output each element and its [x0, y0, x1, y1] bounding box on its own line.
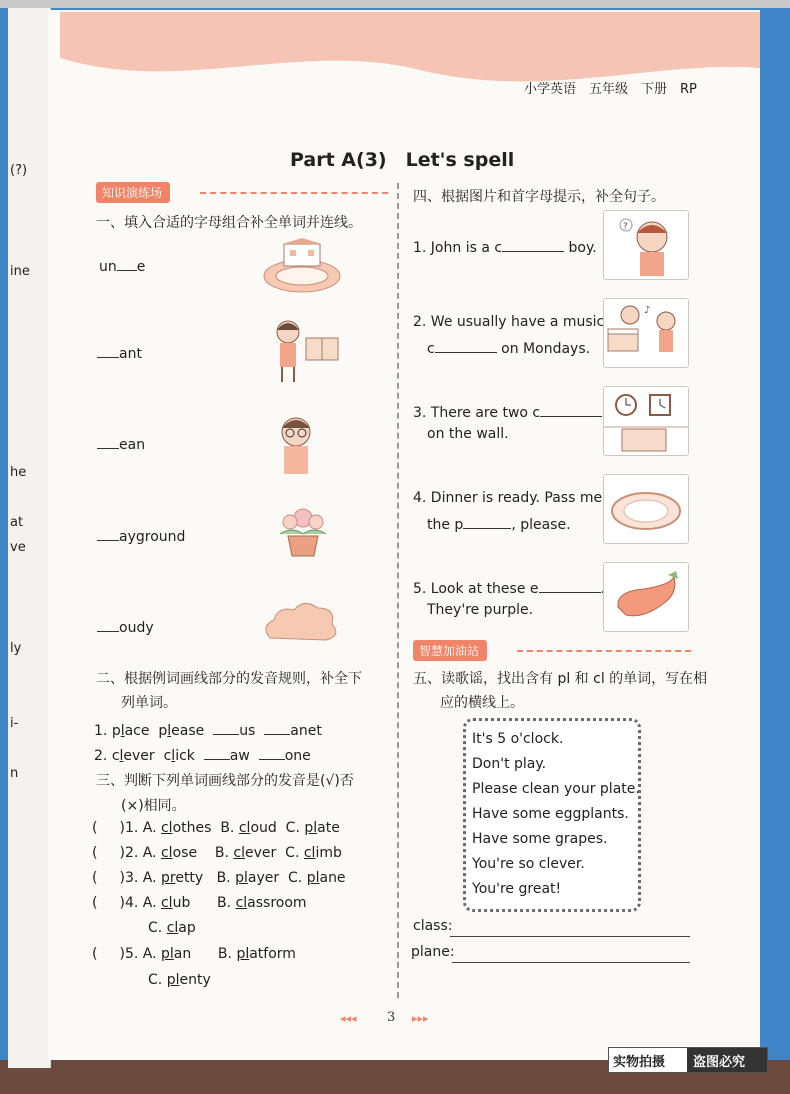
- word-part: ose: [172, 845, 198, 861]
- plate-picture: [603, 474, 689, 544]
- word-part: ick: [175, 748, 195, 764]
- q4-item-line1: [413, 578, 605, 597]
- prev-fragment: n: [10, 766, 19, 781]
- q1-word-part: ean: [119, 437, 146, 453]
- q1-item: [97, 526, 185, 545]
- option-b-label: B.: [217, 895, 236, 911]
- word-part: ate: [317, 820, 340, 836]
- item-number: 2.: [124, 845, 139, 861]
- svg-text:♪: ♪: [644, 305, 651, 316]
- sentence-text: , please.: [511, 517, 571, 533]
- answer-line-class[interactable]: [450, 936, 690, 937]
- sentence-text: boy.: [568, 240, 597, 256]
- sentence-text: 1. John is a c: [413, 240, 503, 256]
- q3-item: [92, 895, 307, 911]
- q2-instruction-cont: 列单词。: [121, 695, 177, 711]
- q4-item-line1: 2. We usually have a music: [413, 314, 605, 330]
- answer-paren[interactable]: ): [119, 870, 125, 886]
- sentence-text: 3. There are two c: [413, 405, 541, 421]
- q3-instruction-cont: (×)相同。: [121, 798, 186, 814]
- underlined-letters: l: [167, 723, 172, 739]
- q1-item: [97, 617, 154, 636]
- word-part: atform: [249, 946, 296, 962]
- prev-fragment: ine: [10, 264, 30, 279]
- chant-line: You're so clever.: [472, 856, 585, 872]
- answer-paren[interactable]: (: [92, 845, 98, 861]
- underlined-letters: cl: [235, 895, 248, 911]
- q4-item-line1: 4. Dinner is ready. Pass me: [413, 490, 603, 506]
- option-a-label: A.: [142, 870, 161, 886]
- fill-blank[interactable]: [204, 745, 230, 760]
- sentence-text: .: [600, 581, 605, 597]
- word-part: p: [111, 723, 121, 739]
- underlined-letters: pr: [160, 870, 176, 886]
- word-part: ub: [172, 895, 191, 911]
- fill-blank[interactable]: [117, 256, 137, 271]
- word-part: ease: [171, 723, 205, 739]
- option-c-label: C.: [288, 870, 307, 886]
- fill-blank[interactable]: [97, 434, 119, 449]
- option-a-label: A.: [142, 820, 161, 836]
- header-info: 小学英语 五年级 下册 RP: [524, 82, 697, 97]
- section-dash: [200, 192, 388, 194]
- q3-instruction: 三、判断下列单词画线部分的发音是(√)否: [96, 773, 354, 789]
- option-c-label: C.: [148, 920, 167, 936]
- top-border: [0, 0, 790, 8]
- underlined-letters: cl: [160, 820, 173, 836]
- answer-paren[interactable]: (: [92, 946, 98, 962]
- word-part: ever: [244, 845, 277, 861]
- page-arrows-right-icon: ▸▸▸: [412, 1012, 429, 1025]
- q5-instruction-cont: 应的横线上。: [440, 695, 524, 711]
- chant-line: Have some eggplants.: [472, 806, 629, 822]
- underlined-letters: pl: [304, 820, 318, 836]
- answer-label-class: class:: [413, 918, 453, 934]
- word-part: c: [111, 748, 120, 764]
- option-b-label: B.: [214, 845, 234, 861]
- q2-row-1: [94, 720, 322, 739]
- fill-blank[interactable]: [97, 526, 119, 541]
- q1-word-part: ant: [119, 346, 142, 362]
- answer-line-plane[interactable]: [452, 962, 690, 963]
- word-part: etty: [175, 870, 204, 886]
- sentence-text: the p: [427, 517, 464, 533]
- q3-item: [92, 820, 340, 836]
- fill-blank[interactable]: [502, 237, 564, 252]
- prev-fragment: ly: [10, 641, 22, 656]
- word-part: anet: [290, 723, 322, 739]
- underlined-letters: cl: [160, 845, 173, 861]
- page-title: Part A(3) Let's spell: [290, 149, 515, 171]
- page-arrows-left-icon: ◂◂◂: [340, 1012, 357, 1025]
- q4-item-line2: [427, 338, 590, 357]
- q1-instruction: 一、填入合适的字母组合补全单词并连线。: [96, 215, 362, 231]
- section-badge: 知识演练场: [96, 182, 170, 203]
- fill-blank[interactable]: [213, 720, 239, 735]
- answer-paren[interactable]: ): [119, 820, 125, 836]
- chant-line: Don't play.: [472, 756, 547, 772]
- item-number: 2.: [94, 748, 108, 764]
- section-header-wisdom: [413, 640, 691, 660]
- q3-item-cont: [148, 972, 211, 988]
- word-part: c: [163, 748, 172, 764]
- section-badge: 智慧加油站: [413, 640, 487, 661]
- fill-blank[interactable]: [264, 720, 290, 735]
- word-part: imb: [315, 845, 342, 861]
- answer-paren[interactable]: ): [119, 845, 125, 861]
- q4-item-line1: [413, 402, 602, 421]
- clever-boy-picture: [603, 210, 689, 280]
- word-part: p: [158, 723, 168, 739]
- option-a-label: A.: [142, 845, 161, 861]
- watermark-text-left: 实物拍摄: [613, 1055, 666, 1070]
- flower-pot-illustration: [272, 500, 334, 558]
- q4-item: [413, 237, 597, 256]
- fill-blank[interactable]: [97, 617, 119, 632]
- fill-blank[interactable]: [540, 402, 602, 417]
- underlined-letters: l: [120, 723, 125, 739]
- word-part: assroom: [247, 895, 307, 911]
- section-dash: [517, 650, 691, 652]
- word-part: us: [239, 723, 256, 739]
- item-number: 1.: [94, 723, 108, 739]
- q3-item-cont: [148, 920, 196, 936]
- column-divider: [397, 183, 399, 998]
- underlined-letters: cl: [233, 845, 245, 861]
- sentence-text: on Mondays.: [501, 341, 591, 357]
- underlined-letters: cl: [166, 920, 179, 936]
- word-part: ap: [178, 920, 196, 936]
- fill-blank[interactable]: [97, 343, 119, 358]
- prev-fragment: ve: [10, 540, 26, 555]
- fill-blank[interactable]: [463, 514, 511, 529]
- option-b-label: B.: [217, 946, 237, 962]
- q5-instruction: 五、读歌谣，找出含有 pl 和 cl 的单词，写在相: [413, 671, 708, 687]
- word-part: aw: [229, 748, 250, 764]
- option-b-label: B.: [216, 870, 236, 886]
- page-number: 3: [387, 1010, 396, 1025]
- underlined-letters: pl: [236, 946, 250, 962]
- underlined-letters: pl: [160, 946, 174, 962]
- sentence-text: 5. Look at these e: [413, 581, 539, 597]
- prev-fragment: at: [10, 515, 24, 530]
- q4-item-line2: [427, 514, 571, 533]
- answer-paren[interactable]: (: [92, 895, 98, 911]
- music-class-picture: [603, 298, 689, 368]
- option-c-label: C.: [285, 845, 304, 861]
- item-number: 1.: [124, 820, 139, 836]
- q1-word-part: oudy: [119, 620, 154, 636]
- option-b-label: B.: [220, 820, 239, 836]
- section-header-knowledge: [96, 182, 392, 202]
- chant-line: Have some grapes.: [472, 831, 608, 847]
- underlined-letters: cl: [160, 895, 173, 911]
- chant-line: You're great!: [472, 881, 562, 897]
- q1-item: [97, 434, 145, 453]
- answer-paren[interactable]: ): [119, 895, 125, 911]
- q1-item: [99, 256, 145, 275]
- word-part: one: [284, 748, 311, 764]
- word-part: ane: [319, 870, 346, 886]
- word-part: an: [173, 946, 192, 962]
- underlined-letters: l: [119, 748, 124, 764]
- q3-item: [92, 946, 296, 962]
- fill-blank[interactable]: [539, 578, 601, 593]
- underlined-letters: cl: [238, 820, 251, 836]
- option-a-label: A.: [142, 946, 161, 962]
- underlined-letters: cl: [303, 845, 316, 861]
- option-a-label: A.: [142, 895, 161, 911]
- q3-item: [92, 870, 346, 886]
- word-part: ace: [124, 723, 150, 739]
- word-part: enty: [179, 972, 211, 988]
- girl-cleaning-illustration: [270, 316, 342, 386]
- item-number: 4.: [124, 895, 139, 911]
- word-part: oud: [250, 820, 277, 836]
- underlined-letters: l: [171, 748, 176, 764]
- fill-blank[interactable]: [259, 745, 285, 760]
- q3-item: [92, 845, 342, 861]
- man-with-glasses-illustration: [270, 412, 326, 478]
- q4-item-line2: They're purple.: [427, 602, 534, 618]
- word-part: othes: [172, 820, 212, 836]
- underlined-letters: pl: [235, 870, 248, 886]
- q1-word-part: ayground: [119, 529, 186, 545]
- item-number: 3.: [124, 870, 139, 886]
- eggplant-picture: [600, 562, 689, 632]
- q1-word-part: e: [136, 259, 146, 275]
- underlined-letters: pl: [166, 972, 180, 988]
- prev-fragment: i-: [10, 716, 19, 731]
- prev-fragment: he: [10, 465, 27, 480]
- prev-fragment: (?): [10, 163, 28, 178]
- sentence-text: c: [427, 341, 435, 357]
- answer-paren[interactable]: ): [119, 946, 125, 962]
- q2-row-2: [94, 745, 311, 764]
- answer-paren[interactable]: (: [92, 820, 98, 836]
- item-number: 5.: [124, 946, 139, 962]
- chant-line: It's 5 o'clock.: [472, 731, 564, 747]
- svg-text:?: ?: [623, 222, 628, 232]
- q1-item: [97, 343, 142, 362]
- clocks-on-wall-picture: [603, 386, 689, 456]
- word-part: ever: [123, 748, 155, 764]
- underlined-letters: pl: [306, 870, 320, 886]
- answer-paren[interactable]: (: [92, 870, 98, 886]
- watermark-stamp: [608, 1047, 768, 1073]
- q2-instruction: 二、根据例词画线部分的发音规则，补全下: [96, 671, 362, 687]
- q4-instruction: 四、根据图片和首字母提示，补全句子。: [413, 189, 665, 205]
- playground-illustration: [262, 238, 342, 296]
- cloud-illustration: [260, 598, 342, 648]
- option-c-label: C.: [148, 972, 167, 988]
- option-c-label: C.: [285, 820, 305, 836]
- word-part: ayer: [247, 870, 280, 886]
- q1-word-part: un: [99, 259, 117, 275]
- chant-line: Please clean your plate.: [472, 781, 640, 797]
- q4-item-line2: on the wall.: [427, 426, 509, 442]
- fill-blank[interactable]: [435, 338, 497, 353]
- answer-label-plane: plane:: [411, 944, 455, 960]
- watermark-text-right: 盗图必究: [693, 1055, 746, 1070]
